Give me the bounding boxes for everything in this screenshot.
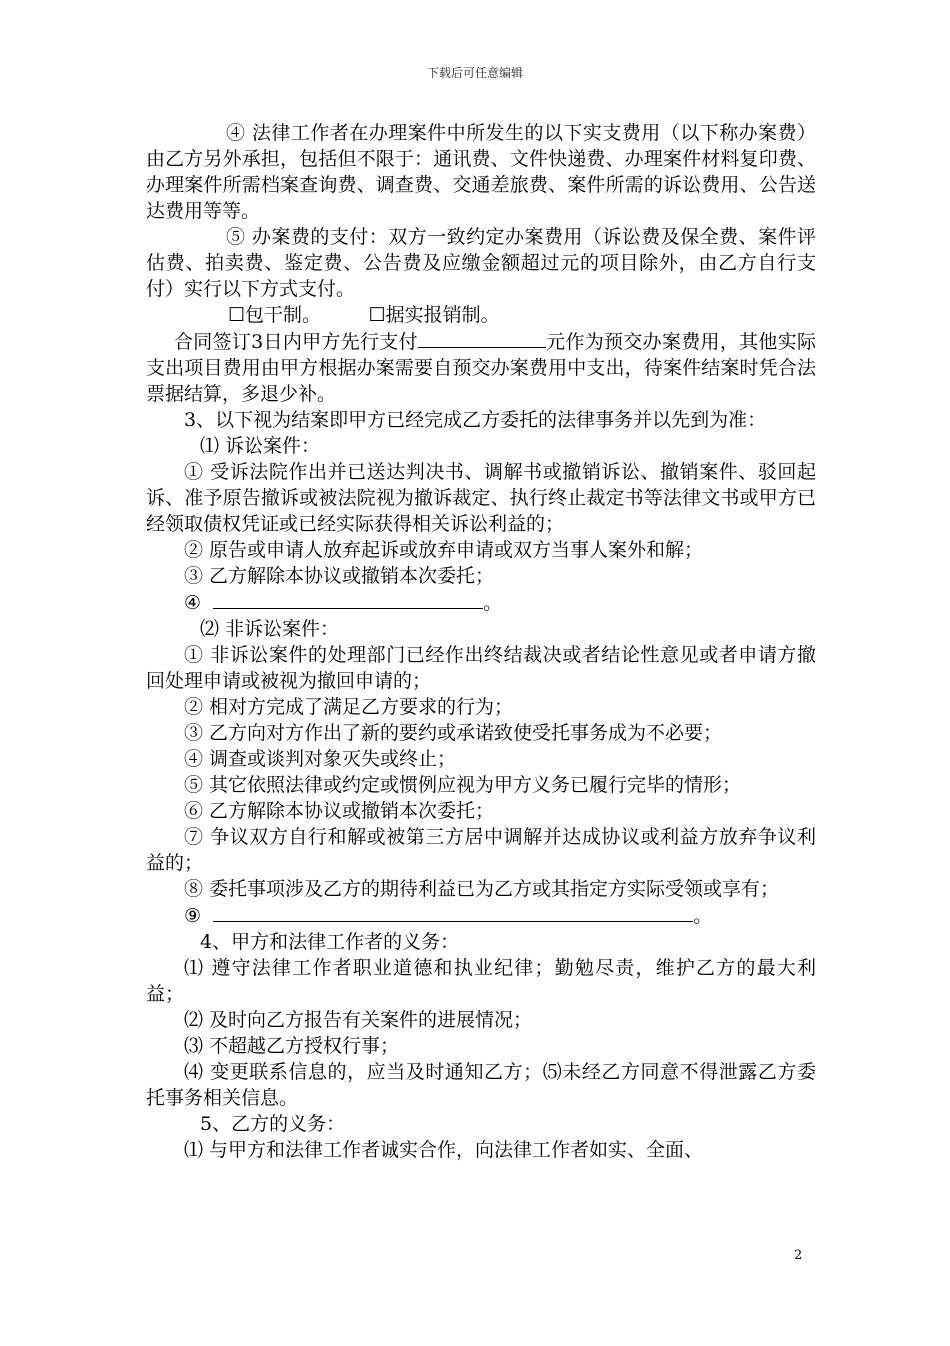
obligation-1: ⑴ 遵守法律工作者职业道德和执业纪律；勤勉尽责，维护乙方的最大利益；: [146, 957, 816, 1005]
obligation-4: ⑷ 变更联系信息的，应当及时通知乙方；⑸未经乙方同意不得泄露乙方委托事务相关信息。: [146, 1061, 816, 1109]
litigation-blank[interactable]: [213, 589, 483, 609]
non-litigation-item-8: ⑧ 委托事项涉及乙方的期待利益已为乙方或其指定方实际受领或享有；: [184, 878, 780, 900]
litigation-item-3: ③ 乙方解除本协议或撤销本次委托；: [184, 565, 495, 587]
item-end: 。: [483, 592, 503, 614]
non-litigation-item-5: ⑤ 其它依照法律或约定或惯例应视为甲方义务已履行完毕的情形；: [184, 774, 742, 796]
litigation-item-4: [146, 589, 816, 616]
non-litigation-item-3: ③ 乙方向对方作出了新的要约或承诺致使受托事务成为不必要；: [184, 722, 723, 744]
section-4-heading: 4、甲方和法律工作者的义务：: [200, 931, 460, 953]
party-b-obligation-1: ⑴ 与甲方和法律工作者诚实合作，向法律工作者如实、全面、: [184, 1139, 704, 1161]
non-litigation-item-2: ② 相对方完成了满足乙方要求的行为；: [184, 696, 514, 718]
non-litigation-heading: ⑵ 非诉讼案件：: [200, 618, 340, 640]
prepay-text: 合同签订3日内甲方先行支付: [174, 331, 418, 353]
amount-blank[interactable]: [418, 328, 546, 348]
litigation-heading: ⑴ 诉讼案件：: [200, 435, 321, 457]
section-5-heading: 5、乙方的义务：: [200, 1113, 346, 1135]
litigation-item-2: ② 原告或申请人放弃起诉或放弃申请或双方当事人案外和解；: [184, 539, 704, 561]
non-litigation-blank[interactable]: [213, 902, 693, 922]
litigation-item-1: ① 受诉法院作出并已送达判决书、调解书或撤销诉讼、撤销案件、驳回起诉、准予原告撤诉或被法院视为撤诉裁定、执行终止裁定书等法律文书或甲方已经领取债权凭证或已经实际获得相关诉讼利益的；: [146, 461, 816, 535]
paragraph-payment: ⑤ 办案费的支付：双方一致约定办案费用（诉讼费及保全费、案件评估费、拍卖费、鉴定费、公告费及应缴金额超过元的项目除外，由乙方自行支付）实行以下方式支付。: [146, 226, 816, 300]
non-litigation-item-9: [146, 902, 816, 929]
page-header: 下载后可任意编辑: [426, 66, 523, 80]
prepay-text-continued: 元作为预交办案费用，其他实际支出项目费用由甲方根据办案需要自预交办案费用中支出，待案件结案时凭合法票据结算，多退少补。: [146, 331, 816, 405]
obligation-2: ⑵ 及时向乙方报告有关案件的进展情况；: [184, 1009, 533, 1031]
non-litigation-item-6: ⑥ 乙方解除本协议或撤销本次委托；: [184, 800, 495, 822]
obligation-3: ⑶ 不超越乙方授权行事；: [184, 1035, 400, 1057]
document-body: [146, 120, 816, 1163]
paragraph-expenses: ④ 法律工作者在办理案件中所发生的以下实支费用（以下称办案费）由乙方另外承担，包括但不限于：通讯费、文件快递费、办理案件材料复印费、办理案件所需档案查询费、调查费、交通差旅费、案件所需的诉讼费用、公告送达费用等等。: [146, 122, 816, 222]
non-litigation-item-4: ④ 调查或谈判对象灭失或终止；: [184, 748, 457, 770]
page-number: 2: [794, 1248, 803, 1263]
item-end: 。: [693, 905, 713, 927]
paragraph-prepay: [146, 328, 816, 407]
section-3-heading: 3、以下视为结案即甲方已经完成乙方委托的法律事务并以先到为准：: [184, 409, 767, 431]
item-marker: ④: [184, 592, 202, 614]
non-litigation-item-1: ① 非诉讼案件的处理部门已经作出终结裁决或者结论性意见或者申请方撤回处理申请或被视为撤回申请的；: [146, 644, 816, 692]
non-litigation-item-7: ⑦ 争议双方自行和解或被第三方居中调解并达成协议或利益方放弃争议利益的；: [146, 826, 816, 874]
payment-options: ☐包干制。 ☐据实报销制。: [228, 304, 500, 326]
item-marker: ⑨: [184, 905, 202, 927]
